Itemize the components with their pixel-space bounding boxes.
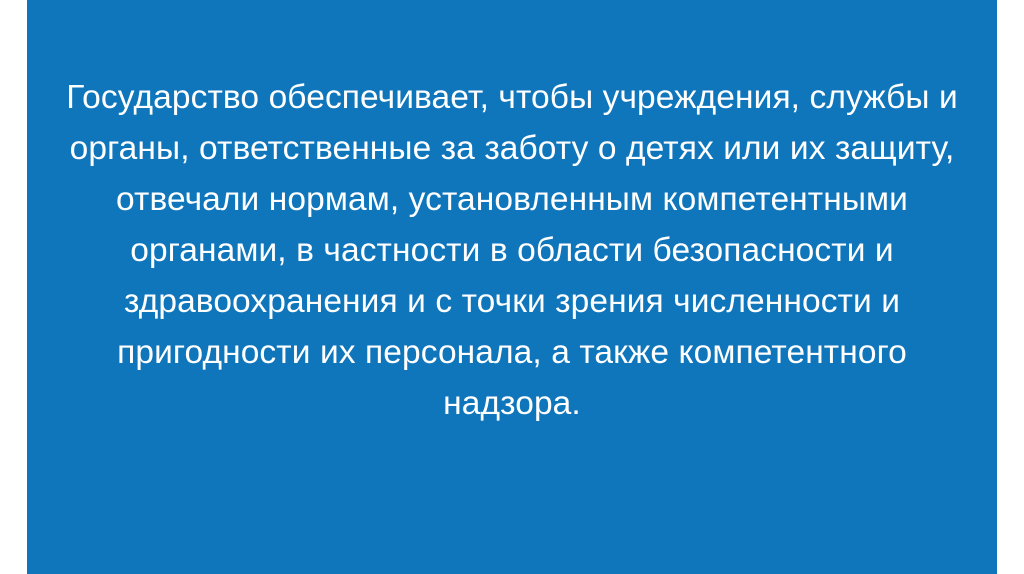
slide-body-text: Государство обеспечивает, чтобы учреждения, службы и органы, ответственные за заботу о детях или их защиту, отвечали нормам, установленным компетентными органами, в частности в области безопасности и здравоохранения и с точки зрения численности и пригодности их персонала, а также компетентного надзора. <box>66 79 958 422</box>
slide-background <box>27 0 997 574</box>
